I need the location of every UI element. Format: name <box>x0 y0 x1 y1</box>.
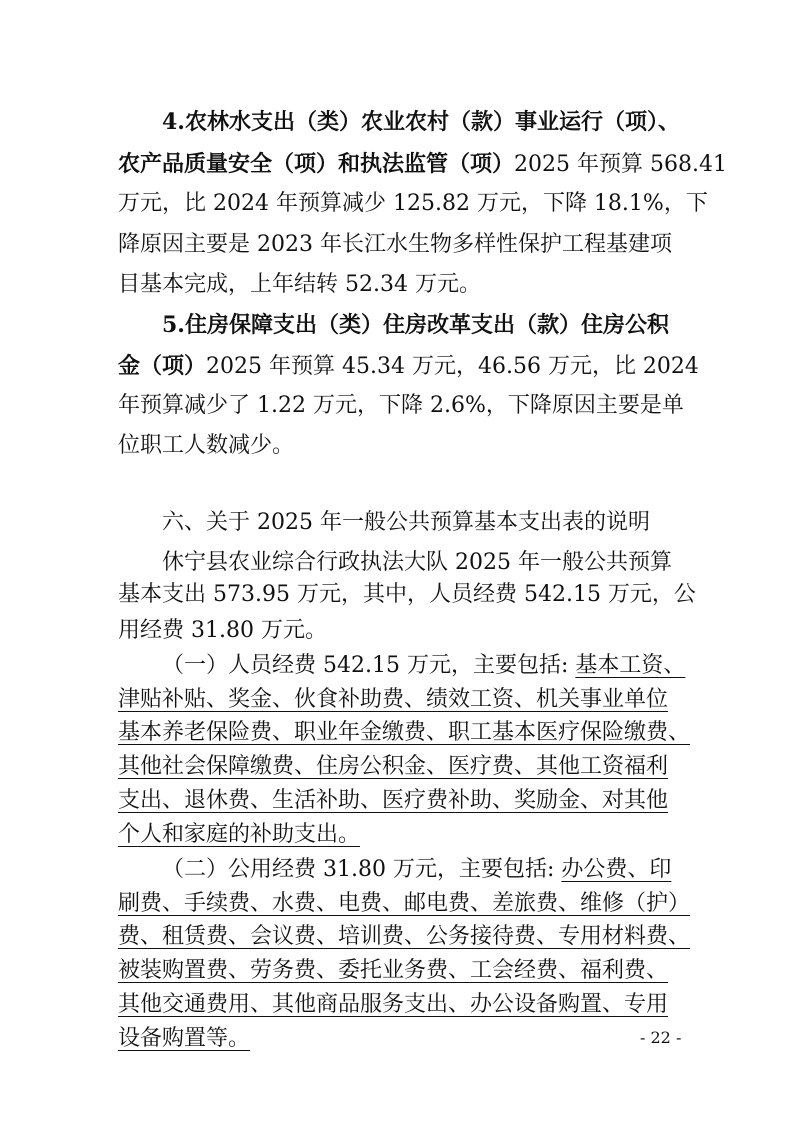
item4-line-5: 目基本完成，上年结转 52.34 万元。 <box>118 272 481 297</box>
personnel-line-4: 其他社会保障缴费、住房公积金、医疗费、其他工资福利 <box>118 754 669 779</box>
item4-line-2 <box>118 149 727 180</box>
public-line-5: 其他交通费用、其他商品服务支出、办公设备购置、专用 <box>118 992 669 1017</box>
item4-line-1: 4.农林水支出（类）农业农村（款）事业运行（项）、 <box>162 109 680 135</box>
public-line-3: 费、租赁费、会议费、培训费、公务接待费、专用材料费、 <box>118 924 691 949</box>
section6-paragraph-line-3: 用经费 31.80 万元。 <box>118 618 327 643</box>
section6-paragraph-line-2: 基本支出 573.95 万元，其中，人员经费 542.15 万元，公 <box>118 582 696 607</box>
public-line-1 <box>162 855 671 885</box>
personnel-line-1 <box>162 651 685 681</box>
personnel-lead: （一）人员经费 542.15 万元，主要包括: <box>162 653 576 678</box>
personnel-line-2: 津贴补贴、奖金、伙食补助费、绩效工资、机关事业单位 <box>118 687 669 712</box>
item5-line-2-bold: 金（项） <box>118 353 207 379</box>
public-lead: （二）公用经费 31.80 万元，主要包括: <box>162 857 562 882</box>
item4-line-4: 降原因主要是 2023 年长江水生物多样性保护工程基建项 <box>118 232 672 257</box>
public-line-2: 刷费、手续费、水费、电费、邮电费、差旅费、维修（护） <box>118 891 691 916</box>
section6-heading: 六、关于 2025 年一般公共预算基本支出表的说明 <box>162 510 650 535</box>
personnel-line-5: 支出、退休费、生活补助、医疗费补助、奖励金、对其他 <box>118 788 669 813</box>
public-line-4: 被装购置费、劳务费、委托业务费、工会经费、福利费、 <box>118 958 669 983</box>
item4-line-3: 万元，比 2024 年预算减少 125.82 万元，下降 18.1%，下 <box>118 191 708 216</box>
item5-line-1: 5.住房保障支出（类）住房改革支出（款）住房公积 <box>162 312 669 338</box>
public-items-start: 办公费、印 <box>561 857 672 882</box>
personnel-items-start: 基本工资、 <box>575 653 686 678</box>
item5-line-4: 位职工人数减少。 <box>118 433 295 458</box>
item4-line-2-rest: 2025 年预算 568.41 <box>514 152 727 177</box>
personnel-line-3: 基本养老保险费、职业年金缴费、职工基本医疗保险缴费、 <box>118 720 691 745</box>
page-number: - 22 - <box>640 1028 682 1047</box>
item4-line-2-bold: 农产品质量安全（项）和执法监管（项） <box>118 151 515 177</box>
item5-line-3: 年预算减少了 1.22 万元，下降 2.6%，下降原因主要是单 <box>118 393 684 418</box>
item5-line-2-rest: 2025 年预算 45.34 万元，46.56 万元，比 2024 <box>206 354 699 379</box>
section6-paragraph-line-1: 休宁县农业综合行政执法大队 2025 年一般公共预算 <box>162 550 672 575</box>
item5-line-2 <box>118 351 699 382</box>
personnel-line-6: 个人和家庭的补助支出。 <box>118 822 361 847</box>
public-line-6: 设备购置等。 <box>118 1026 251 1051</box>
